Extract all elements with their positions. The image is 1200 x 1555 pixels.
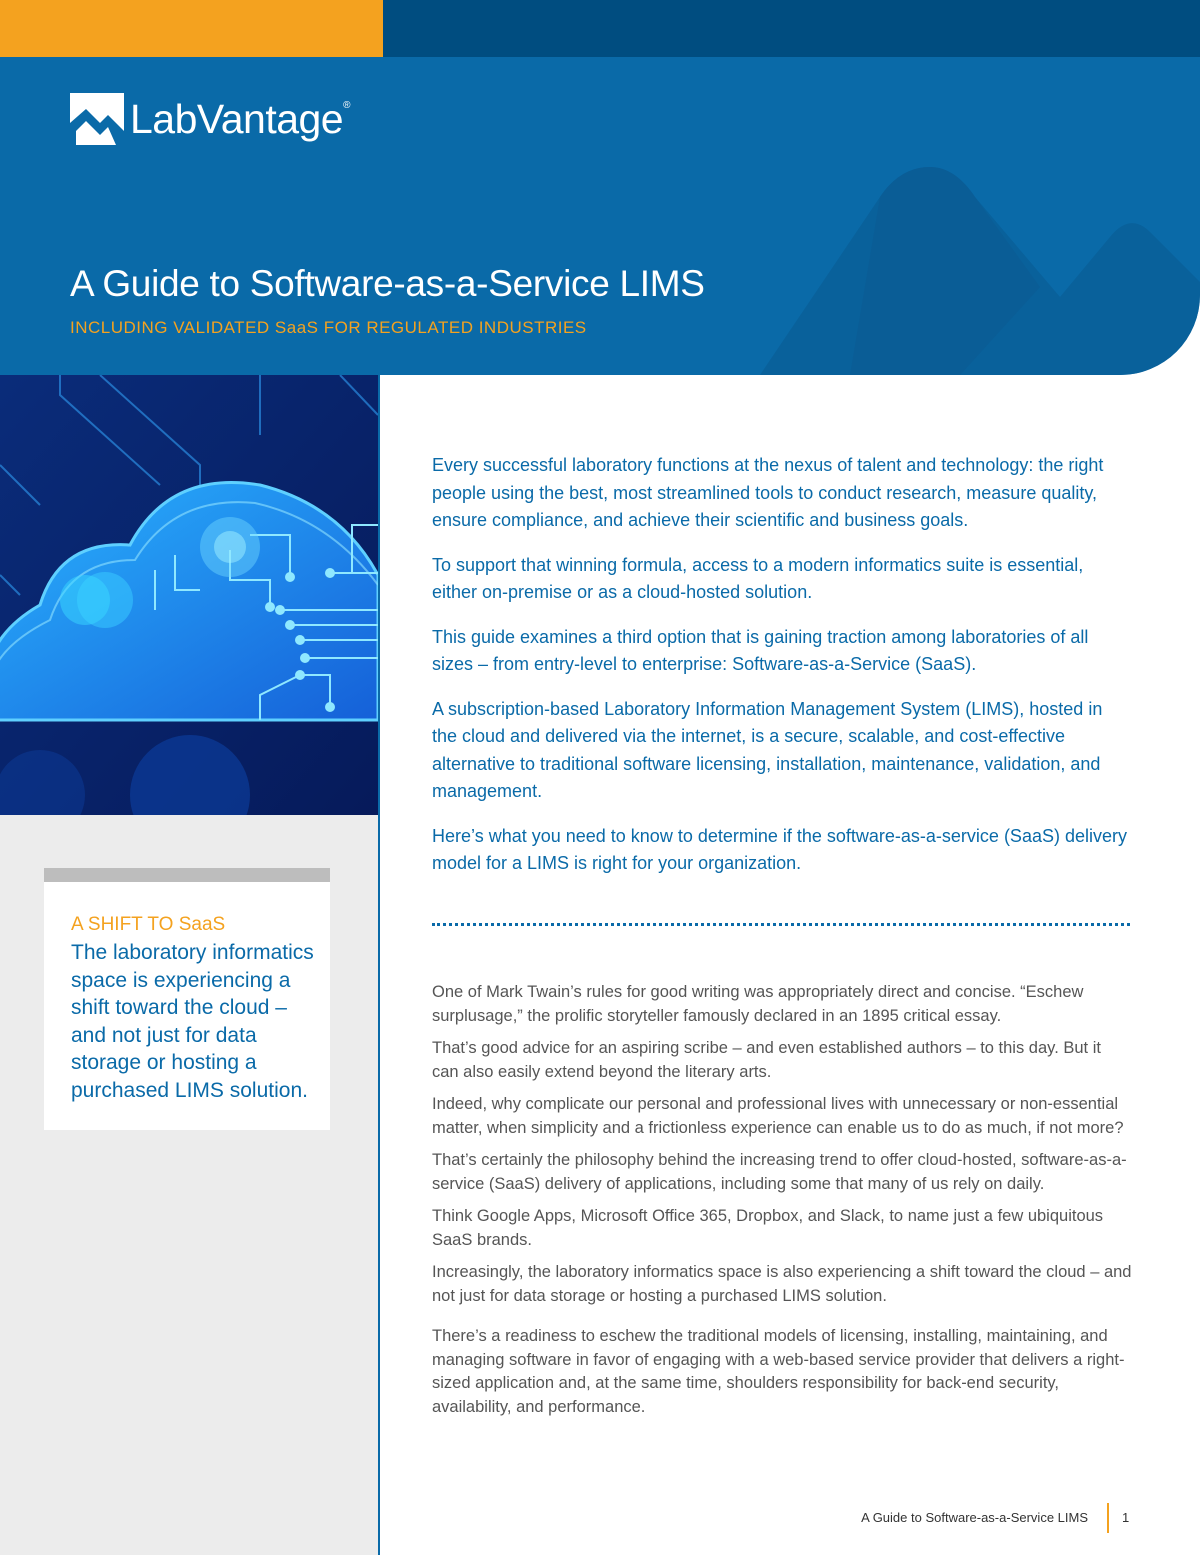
callout-box bbox=[44, 868, 330, 1130]
column-divider-line bbox=[378, 375, 380, 1555]
mountain-logo-icon bbox=[70, 93, 124, 145]
page-number: 1 bbox=[1122, 1510, 1130, 1525]
body-paragraph: One of Mark Twain’s rules for good writing was appropriately direct and concise. “Eschew surplusage,” the prolific storyteller famously declared in an 1895 critical essay. bbox=[432, 983, 1084, 1025]
logo-wordmark: LabVantage bbox=[130, 95, 344, 142]
body-section bbox=[432, 981, 1132, 1428]
cloud-icon bbox=[0, 375, 378, 815]
registered-mark: ® bbox=[343, 99, 351, 111]
body-paragraph: Increasingly, the laboratory informatics space is also experiencing a shift toward the cloud – and not just for data storage or hosting a purchased LIMS solution. bbox=[432, 1263, 1132, 1305]
document-subtitle: INCLUDING VALIDATED SaaS FOR REGULATED INDUSTRIES bbox=[70, 318, 587, 337]
page-header bbox=[0, 57, 1200, 375]
callout-top-bar bbox=[44, 868, 330, 882]
body-paragraph: That’s good advice for an aspiring scribe – and even established authors – to this day. But it can also easily extend beyond the literary arts. bbox=[432, 1039, 1101, 1081]
dotted-divider bbox=[432, 923, 1130, 926]
footer-separator bbox=[1107, 1503, 1109, 1533]
callout-label: A SHIFT TO SaaS bbox=[71, 914, 226, 935]
footer-title: A Guide to Software-as-a-Service LIMS bbox=[861, 1510, 1088, 1525]
top-accent-bar-orange bbox=[0, 0, 383, 57]
cloud-circuit-illustration bbox=[0, 375, 378, 815]
intro-paragraph: Every successful laboratory functions at the nexus of talent and technology: the right people using the best, most streamlined tools to conduct research, measure quality, ensure compliance, and achieve their scientific and business goals. bbox=[432, 455, 1104, 530]
body-paragraph: There’s a readiness to eschew the traditional models of licensing, installing, maintaining, and managing software in favor of engaging with a web-based service provider that delivers a right-sized application and, at the same time, shoulders responsibility for back-end security, availability, and performance. bbox=[432, 1327, 1125, 1416]
intro-paragraph: A subscription-based Laboratory Information Management System (LIMS), hosted in the cloud and delivered via the internet, is a secure, scalable, and cost-effective alternative to traditional software licensing, installation, maintenance, validation, and management. bbox=[432, 698, 1103, 801]
labvantage-logo bbox=[70, 93, 351, 145]
intro-section bbox=[432, 452, 1132, 895]
document-title: A Guide to Software-as-a-Service LIMS bbox=[70, 263, 705, 304]
callout-body: The laboratory informatics space is experiencing a shift toward the cloud – and not just for data storage or hosting a purchased LIMS solution. bbox=[71, 941, 314, 1102]
body-paragraph: That’s certainly the philosophy behind the increasing trend to offer cloud-hosted, software-as-a-service (SaaS) delivery of applications, including some that many of us rely on daily. bbox=[432, 1151, 1127, 1193]
intro-paragraph: To support that winning formula, access to a modern informatics suite is essential, either on-premise or as a cloud-hosted solution. bbox=[432, 554, 1084, 602]
top-accent-bar-blue bbox=[383, 0, 1200, 57]
intro-paragraph: Here’s what you need to know to determine if the software-as-a-service (SaaS) delivery model for a LIMS is right for your organization. bbox=[432, 825, 1127, 873]
body-paragraph: Indeed, why complicate our personal and professional lives with unnecessary or non-essential matter, when simplicity and a frictionless experience can enable us to do as much, if not more? bbox=[432, 1095, 1124, 1137]
body-paragraph: Think Google Apps, Microsoft Office 365, Dropbox, and Slack, to name just a few ubiquitous SaaS brands. bbox=[432, 1207, 1104, 1249]
intro-paragraph: This guide examines a third option that is gaining traction among laboratories of all sizes – from entry-level to enterprise: Software-as-a-Service (SaaS). bbox=[432, 626, 1089, 674]
